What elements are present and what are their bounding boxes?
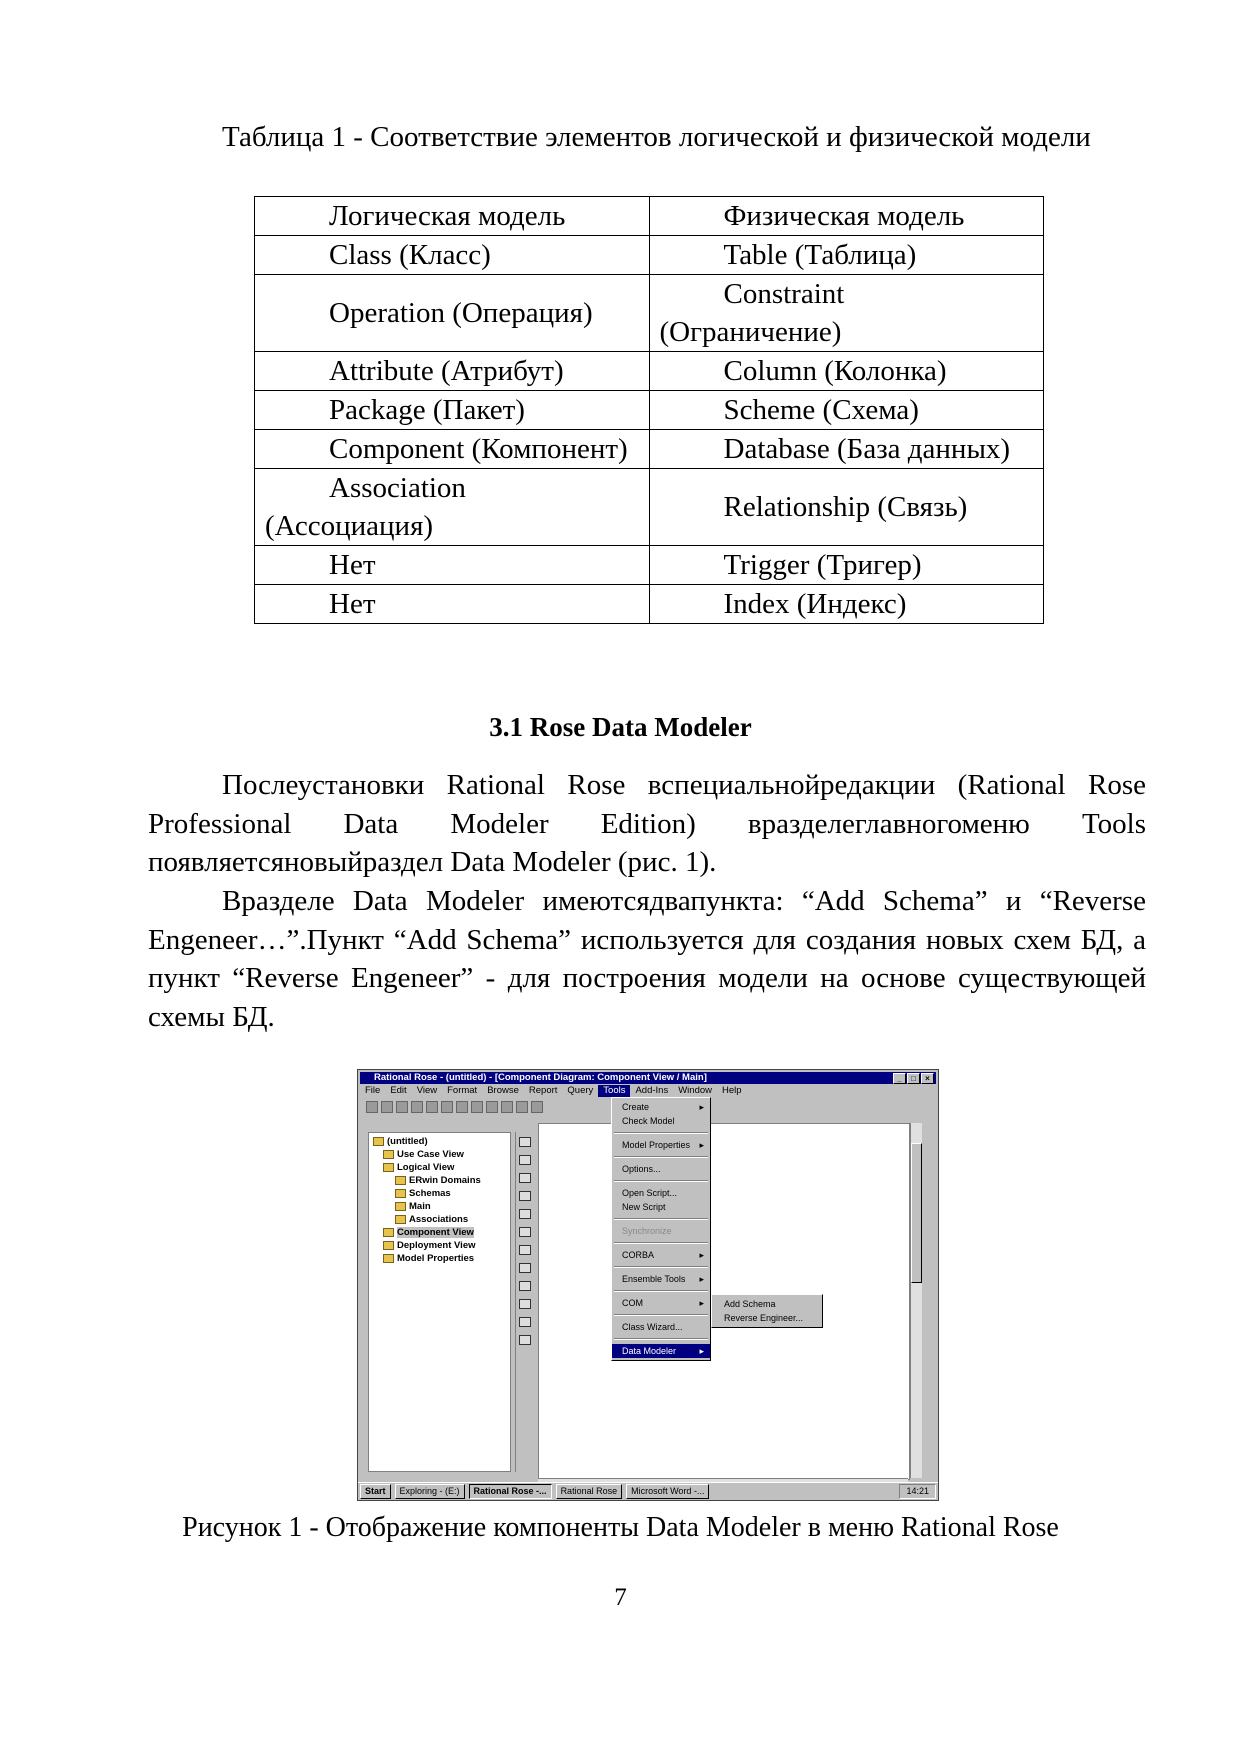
note-icon[interactable]	[519, 1173, 531, 1183]
table-row	[255, 352, 1044, 391]
association-icon	[395, 1215, 406, 1224]
tree-item-deployment-view[interactable]: Deployment View	[373, 1239, 510, 1252]
diagram-icon[interactable]	[501, 1101, 513, 1113]
menu-item-check-model[interactable]: Check Model	[622, 1116, 675, 1126]
tree-root[interactable]: (untitled)	[373, 1135, 510, 1148]
menu-separator	[614, 1132, 708, 1134]
table-cell: Package (Пакет)	[255, 391, 650, 430]
tree-item-associations[interactable]: Associations	[373, 1213, 510, 1226]
tool-palette	[515, 1132, 534, 1472]
table-cell: Attribute (Атрибут)	[255, 352, 650, 391]
deployment-icon	[383, 1241, 394, 1250]
menu-view[interactable]: View	[416, 1085, 438, 1096]
paste-icon[interactable]	[441, 1101, 453, 1113]
menu-item-options[interactable]: Options...	[622, 1164, 661, 1174]
menu-edit[interactable]: Edit	[390, 1085, 407, 1096]
mapping-table	[254, 196, 1044, 624]
menu-item-data-modeler[interactable]: Data Modeler ▸	[612, 1344, 710, 1358]
help-icon[interactable]	[471, 1101, 483, 1113]
table-row	[255, 546, 1044, 585]
tree-item-model-properties[interactable]: Model Properties	[373, 1252, 510, 1265]
menu-item-create[interactable]: Create ▸	[622, 1102, 704, 1112]
folder-icon	[383, 1228, 394, 1237]
menu-format[interactable]: Format	[447, 1085, 478, 1096]
new-icon[interactable]	[366, 1101, 378, 1113]
window-titlebar	[360, 1072, 936, 1084]
menu-report[interactable]: Report	[528, 1085, 558, 1096]
start-button[interactable]: Start	[360, 1484, 391, 1499]
menu-item-add-schema[interactable]: Add Schema	[724, 1299, 776, 1309]
table-row	[255, 469, 1044, 546]
menu-browse[interactable]: Browse	[487, 1085, 519, 1096]
table-row	[255, 275, 1044, 352]
menu-item-model-properties[interactable]: Model Properties ▸	[622, 1140, 704, 1150]
table-row	[255, 430, 1044, 469]
menu-separator	[614, 1242, 708, 1244]
menu-separator	[614, 1338, 708, 1340]
taskbar-rational-rose[interactable]: Rational Rose	[556, 1484, 623, 1499]
table-row	[255, 585, 1044, 624]
vertical-scrollbar[interactable]	[910, 1123, 922, 1478]
folder-icon	[373, 1137, 384, 1146]
main-program-icon[interactable]	[519, 1299, 531, 1309]
paragraph: Вразделе Data Modeler имеютсядвапункта: “Add Schema” и “Reverse Engeneer…”.Пункт “Add Schema” используется для создания новых схем БД, а пункт “Reverse Engeneer” - для построения модели на основе существующей схемы БД.	[148, 885, 1146, 1033]
menu-help[interactable]: Help	[722, 1085, 742, 1096]
menu-item-com[interactable]: COM ▸	[622, 1298, 704, 1308]
menu-query[interactable]: Query	[567, 1085, 594, 1096]
table-header: Логическая модель	[255, 197, 650, 236]
table-cell: Column (Колонка)	[649, 352, 1044, 391]
text-icon[interactable]	[519, 1155, 531, 1165]
table-cell: Нет	[255, 546, 650, 585]
tree-item-schemas[interactable]: Schemas	[373, 1187, 510, 1200]
menu-item-corba[interactable]: CORBA ▸	[622, 1250, 704, 1260]
cut-icon[interactable]	[411, 1101, 423, 1113]
scroll-thumb[interactable]	[911, 1143, 922, 1283]
component-icon[interactable]	[519, 1209, 531, 1219]
table-cell: Table (Таблица)	[649, 236, 1044, 275]
page-number: 7	[614, 1584, 627, 1611]
window-title: Rational Rose - (untitled) - [Component Diagram: Component View / Main]	[374, 1072, 707, 1083]
table-cell: Нет	[255, 585, 650, 624]
menu-item-ensemble-tools[interactable]: Ensemble Tools ▸	[622, 1274, 704, 1284]
folder-icon	[395, 1189, 406, 1198]
menu-add-ins[interactable]: Add-Ins	[635, 1085, 669, 1096]
table-cell: Class (Класс)	[255, 236, 650, 275]
menu-item-reverse-engineer[interactable]: Reverse Engineer...	[724, 1313, 804, 1323]
table-cell: Operation (Операция)	[255, 275, 650, 352]
diagram-icon[interactable]	[516, 1101, 528, 1113]
table-cell: Trigger (Тригер)	[649, 546, 1044, 585]
folder-icon	[383, 1150, 394, 1159]
taskbar	[358, 1482, 938, 1500]
menu-item-synchronize: Synchronize	[622, 1226, 672, 1236]
menu-item-new-script[interactable]: New Script	[622, 1202, 666, 1212]
menu-item-open-script[interactable]: Open Script...	[622, 1188, 678, 1198]
diagram-icon[interactable]	[531, 1101, 543, 1113]
database-icon[interactable]	[519, 1317, 531, 1327]
menu-separator	[614, 1156, 708, 1158]
data-modeler-submenu	[711, 1294, 823, 1328]
menu-item-class-wizard[interactable]: Class Wizard...	[622, 1322, 683, 1332]
save-icon[interactable]	[396, 1101, 408, 1113]
maximize-button[interactable]: □	[907, 1073, 920, 1084]
folder-icon	[383, 1163, 394, 1172]
minimize-button[interactable]: _	[893, 1073, 906, 1084]
section-heading: 3.1 Rose Data Modeler	[489, 712, 752, 742]
menu-separator	[614, 1266, 708, 1268]
menu-separator	[614, 1290, 708, 1292]
table-cell: Component (Компонент)	[255, 430, 650, 469]
open-icon[interactable]	[381, 1101, 393, 1113]
menu-window[interactable]: Window	[678, 1085, 713, 1096]
package-icon[interactable]	[519, 1227, 531, 1237]
menu-file[interactable]: File	[365, 1085, 381, 1096]
browse-icon[interactable]	[486, 1101, 498, 1113]
menu-tools[interactable]: Tools	[598, 1085, 630, 1097]
tree-item-component-view[interactable]: Component View	[373, 1226, 510, 1239]
table-cell: Constraint (Ограничение)	[649, 275, 1044, 352]
table-caption: Таблица 1 - Соответствие элементов логической и физической модели	[222, 121, 1091, 153]
tree-item-main[interactable]: Main	[373, 1200, 510, 1213]
figure-caption: Рисунок 1 - Отображение компоненты Data Modeler в меню Rational Rose	[182, 1512, 1059, 1543]
table-cell: Association (Ассоциация)	[255, 469, 650, 546]
task-icon[interactable]	[519, 1281, 531, 1291]
table-cell: Index (Индекс)	[649, 585, 1044, 624]
menu-separator	[614, 1180, 708, 1182]
paragraph: Послеустановки Rational Rose вспециальнойредакции (Rational Rose Professional Data Modeler Edition) вразделеглавногоменю Tools появляетсяновыйраздел Data Modeler (рис. 1).	[148, 769, 1146, 878]
edit-icon[interactable]	[519, 1335, 531, 1345]
table-cell: Relationship (Связь)	[649, 469, 1044, 546]
properties-icon	[383, 1254, 394, 1263]
taskbar-exploring[interactable]: Exploring - (E:)	[395, 1484, 465, 1499]
close-button[interactable]: ×	[921, 1073, 934, 1084]
print-icon[interactable]	[456, 1101, 468, 1113]
tools-menu	[611, 1097, 711, 1361]
taskbar-clock: 14:21	[899, 1484, 936, 1499]
tree-item-use-case-view[interactable]: Use Case View	[373, 1148, 510, 1161]
rational-rose-screenshot	[357, 1069, 939, 1501]
menu-separator	[614, 1314, 708, 1316]
taskbar-microsoft-word[interactable]: Microsoft Word -...	[626, 1484, 709, 1499]
table-cell: Database (База данных)	[649, 430, 1044, 469]
menubar	[360, 1085, 936, 1097]
table-header-row	[255, 197, 1044, 236]
diagram-icon	[395, 1202, 406, 1211]
tree-item-erwin-domains[interactable]: ERwin Domains	[373, 1174, 510, 1187]
menu-separator	[614, 1218, 708, 1220]
subprogram-icon[interactable]	[519, 1263, 531, 1273]
anchor-icon[interactable]	[519, 1191, 531, 1201]
table-cell: Scheme (Схема)	[649, 391, 1044, 430]
dependency-icon[interactable]	[519, 1245, 531, 1255]
model-browser	[368, 1132, 511, 1472]
folder-icon	[395, 1176, 406, 1185]
taskbar-rational-rose-active[interactable]: Rational Rose -...	[469, 1484, 552, 1499]
table-row	[255, 236, 1044, 275]
pointer-icon[interactable]	[519, 1137, 531, 1147]
copy-icon[interactable]	[426, 1101, 438, 1113]
tree-item-logical-view[interactable]: Logical View	[373, 1161, 510, 1174]
table-row	[255, 391, 1044, 430]
table-header: Физическая модель	[649, 197, 1044, 236]
